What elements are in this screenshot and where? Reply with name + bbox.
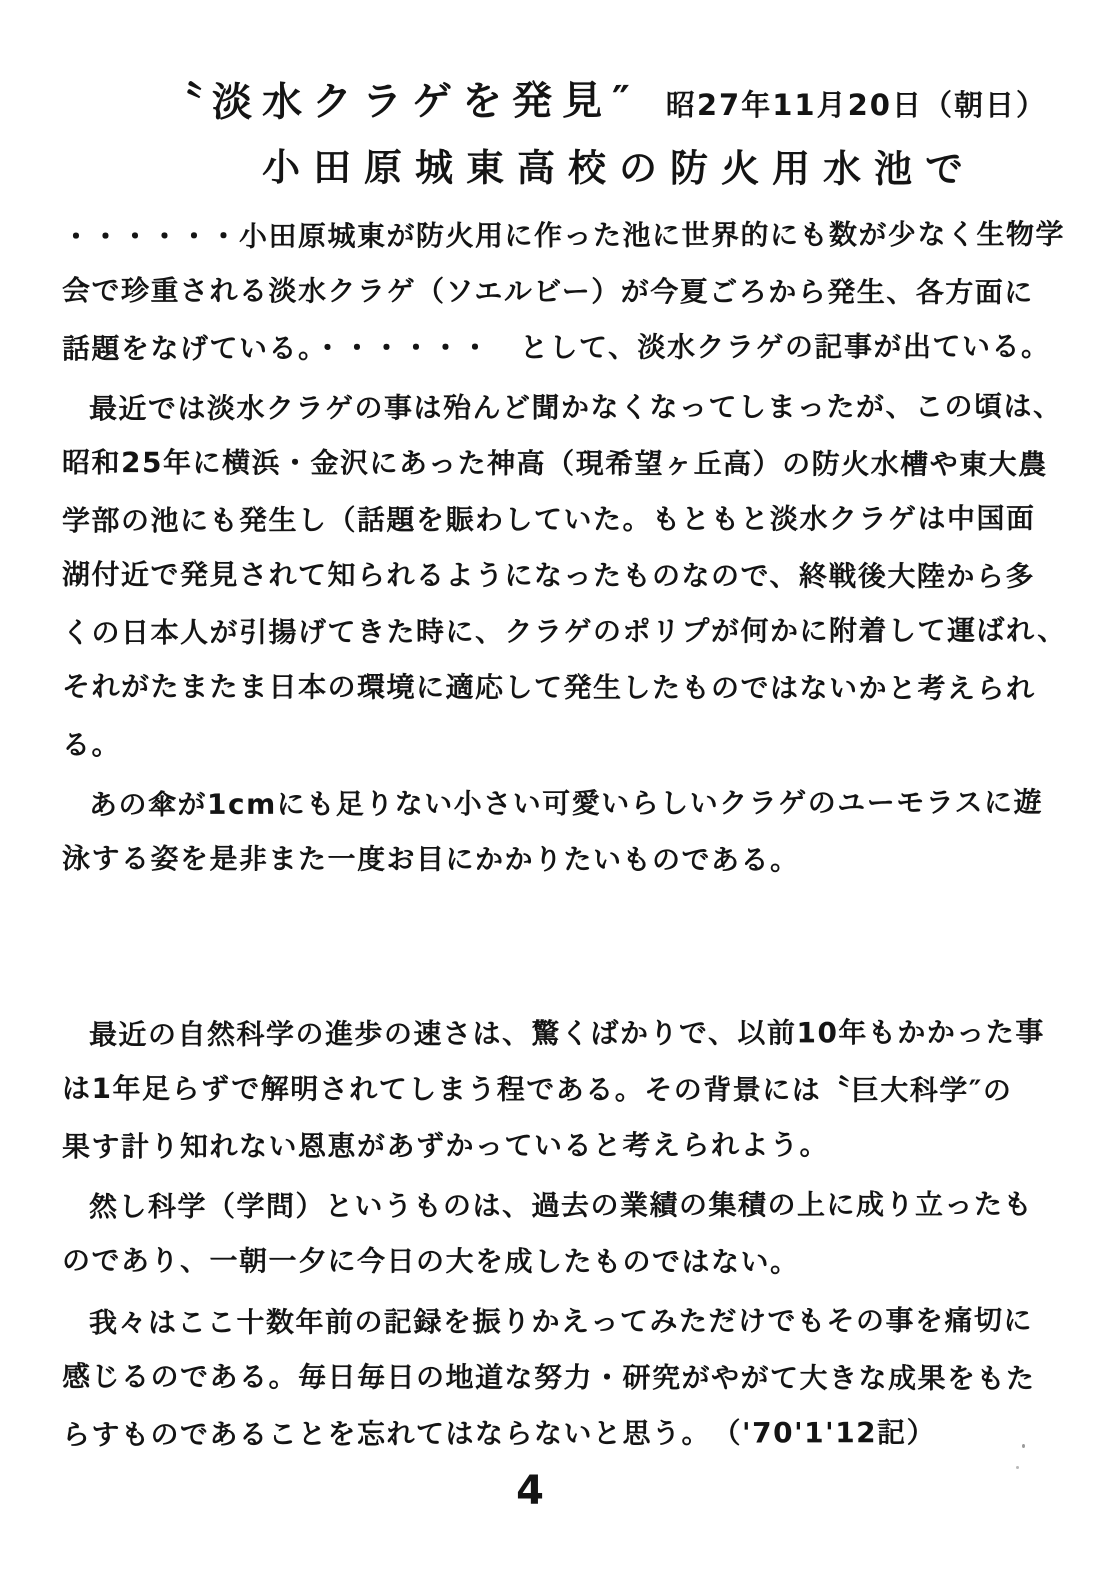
document-title: 〝淡水クラゲを発見″ (161, 77, 640, 127)
document-content (61, 70, 1067, 1462)
document-header (62, 70, 1052, 127)
text-line: 昭和25年に横浜・金沢にあった神高（現希望ヶ丘高）の防火水槽や東大農 (61, 445, 1048, 482)
text-line: くの日本人が引揚げてきた時に、クラゲのポリプが何かに附着して運ばれ、 (61, 613, 1067, 650)
text-line: は1年足らずで解明されてしまう程である。その背景には〝巨大科学″の (61, 1071, 1013, 1107)
page-number: 4 (516, 1468, 544, 1514)
text-line: ・・・・・・小田原城東が防火用に作った池に世界的にも数が少なく生物学 (61, 217, 1066, 254)
text-line: 泳する姿を是非また一度お目にかかりたいものである。 (61, 841, 800, 877)
text-line: 最近の自然科学の進歩の速さは、驚くばかりで、以前10年もかかった事 (88, 1015, 1045, 1052)
paragraph-science-progress (62, 1006, 1052, 1174)
text-line: 学部の池にも発生し（話題を賑わしていた。もともと淡水クラゲは中国面 (61, 501, 1036, 538)
scan-speck (1022, 1444, 1025, 1448)
text-line: 感じるのである。毎日毎日の地道な努力・研究がやがて大きな成果をもた (61, 1359, 1036, 1396)
text-line: らすものであることを忘れてはならないと思う。 （'70'1'12記） (61, 1416, 937, 1452)
section-gap (62, 888, 1052, 1006)
text-line: 話題をなげている。・・・・・・ として、淡水クラゲの記事が出ている。 (61, 329, 1051, 366)
text-line: 会で珍重される淡水クラゲ（ソエルビー）が今夏ごろから発生、各方面に (61, 273, 1034, 309)
text-line: それがたまたま日本の環境に適応して発生したものではないかと考えられ (61, 669, 1036, 706)
document-body (61, 208, 1067, 1462)
document-date: 昭27年11月20日（朝日） (665, 88, 1047, 122)
paragraph-quote (61, 208, 1066, 376)
text-line: る。 (61, 728, 122, 762)
text-line: 果す計り知れない恩恵があずかっていると考えられよう。 (61, 1128, 830, 1164)
document-subtitle: 小田原城東高校の防火用水池で (261, 145, 977, 192)
scan-speck (1016, 1466, 1019, 1469)
text-line: 然し科学（学問）というものは、過去の業績の集積の上に成り立ったも (88, 1187, 1034, 1224)
text-line: あの傘が1cmにも足りない小さい可愛いらしいクラゲのユーモラスに遊 (88, 785, 1043, 822)
paragraph-wish (62, 776, 1052, 888)
text-line: 最近では淡水クラゲの事は殆んど聞かなくなってしまったが、この頃は、 (88, 389, 1063, 426)
text-line: 我々はここ十数年前の記録を振りかえってみただけでもその事を痛切に (88, 1303, 1034, 1340)
paragraph-closing (62, 1294, 1052, 1462)
text-line: 湖付近で発見されて知られるようになったものなので、終戦後大陸から多 (61, 557, 1035, 594)
paragraph-history (61, 380, 1067, 772)
paragraph-science-foundation (62, 1178, 1052, 1290)
text-line: のであり、一朝一夕に今日の大を成したものではない。 (61, 1243, 800, 1279)
